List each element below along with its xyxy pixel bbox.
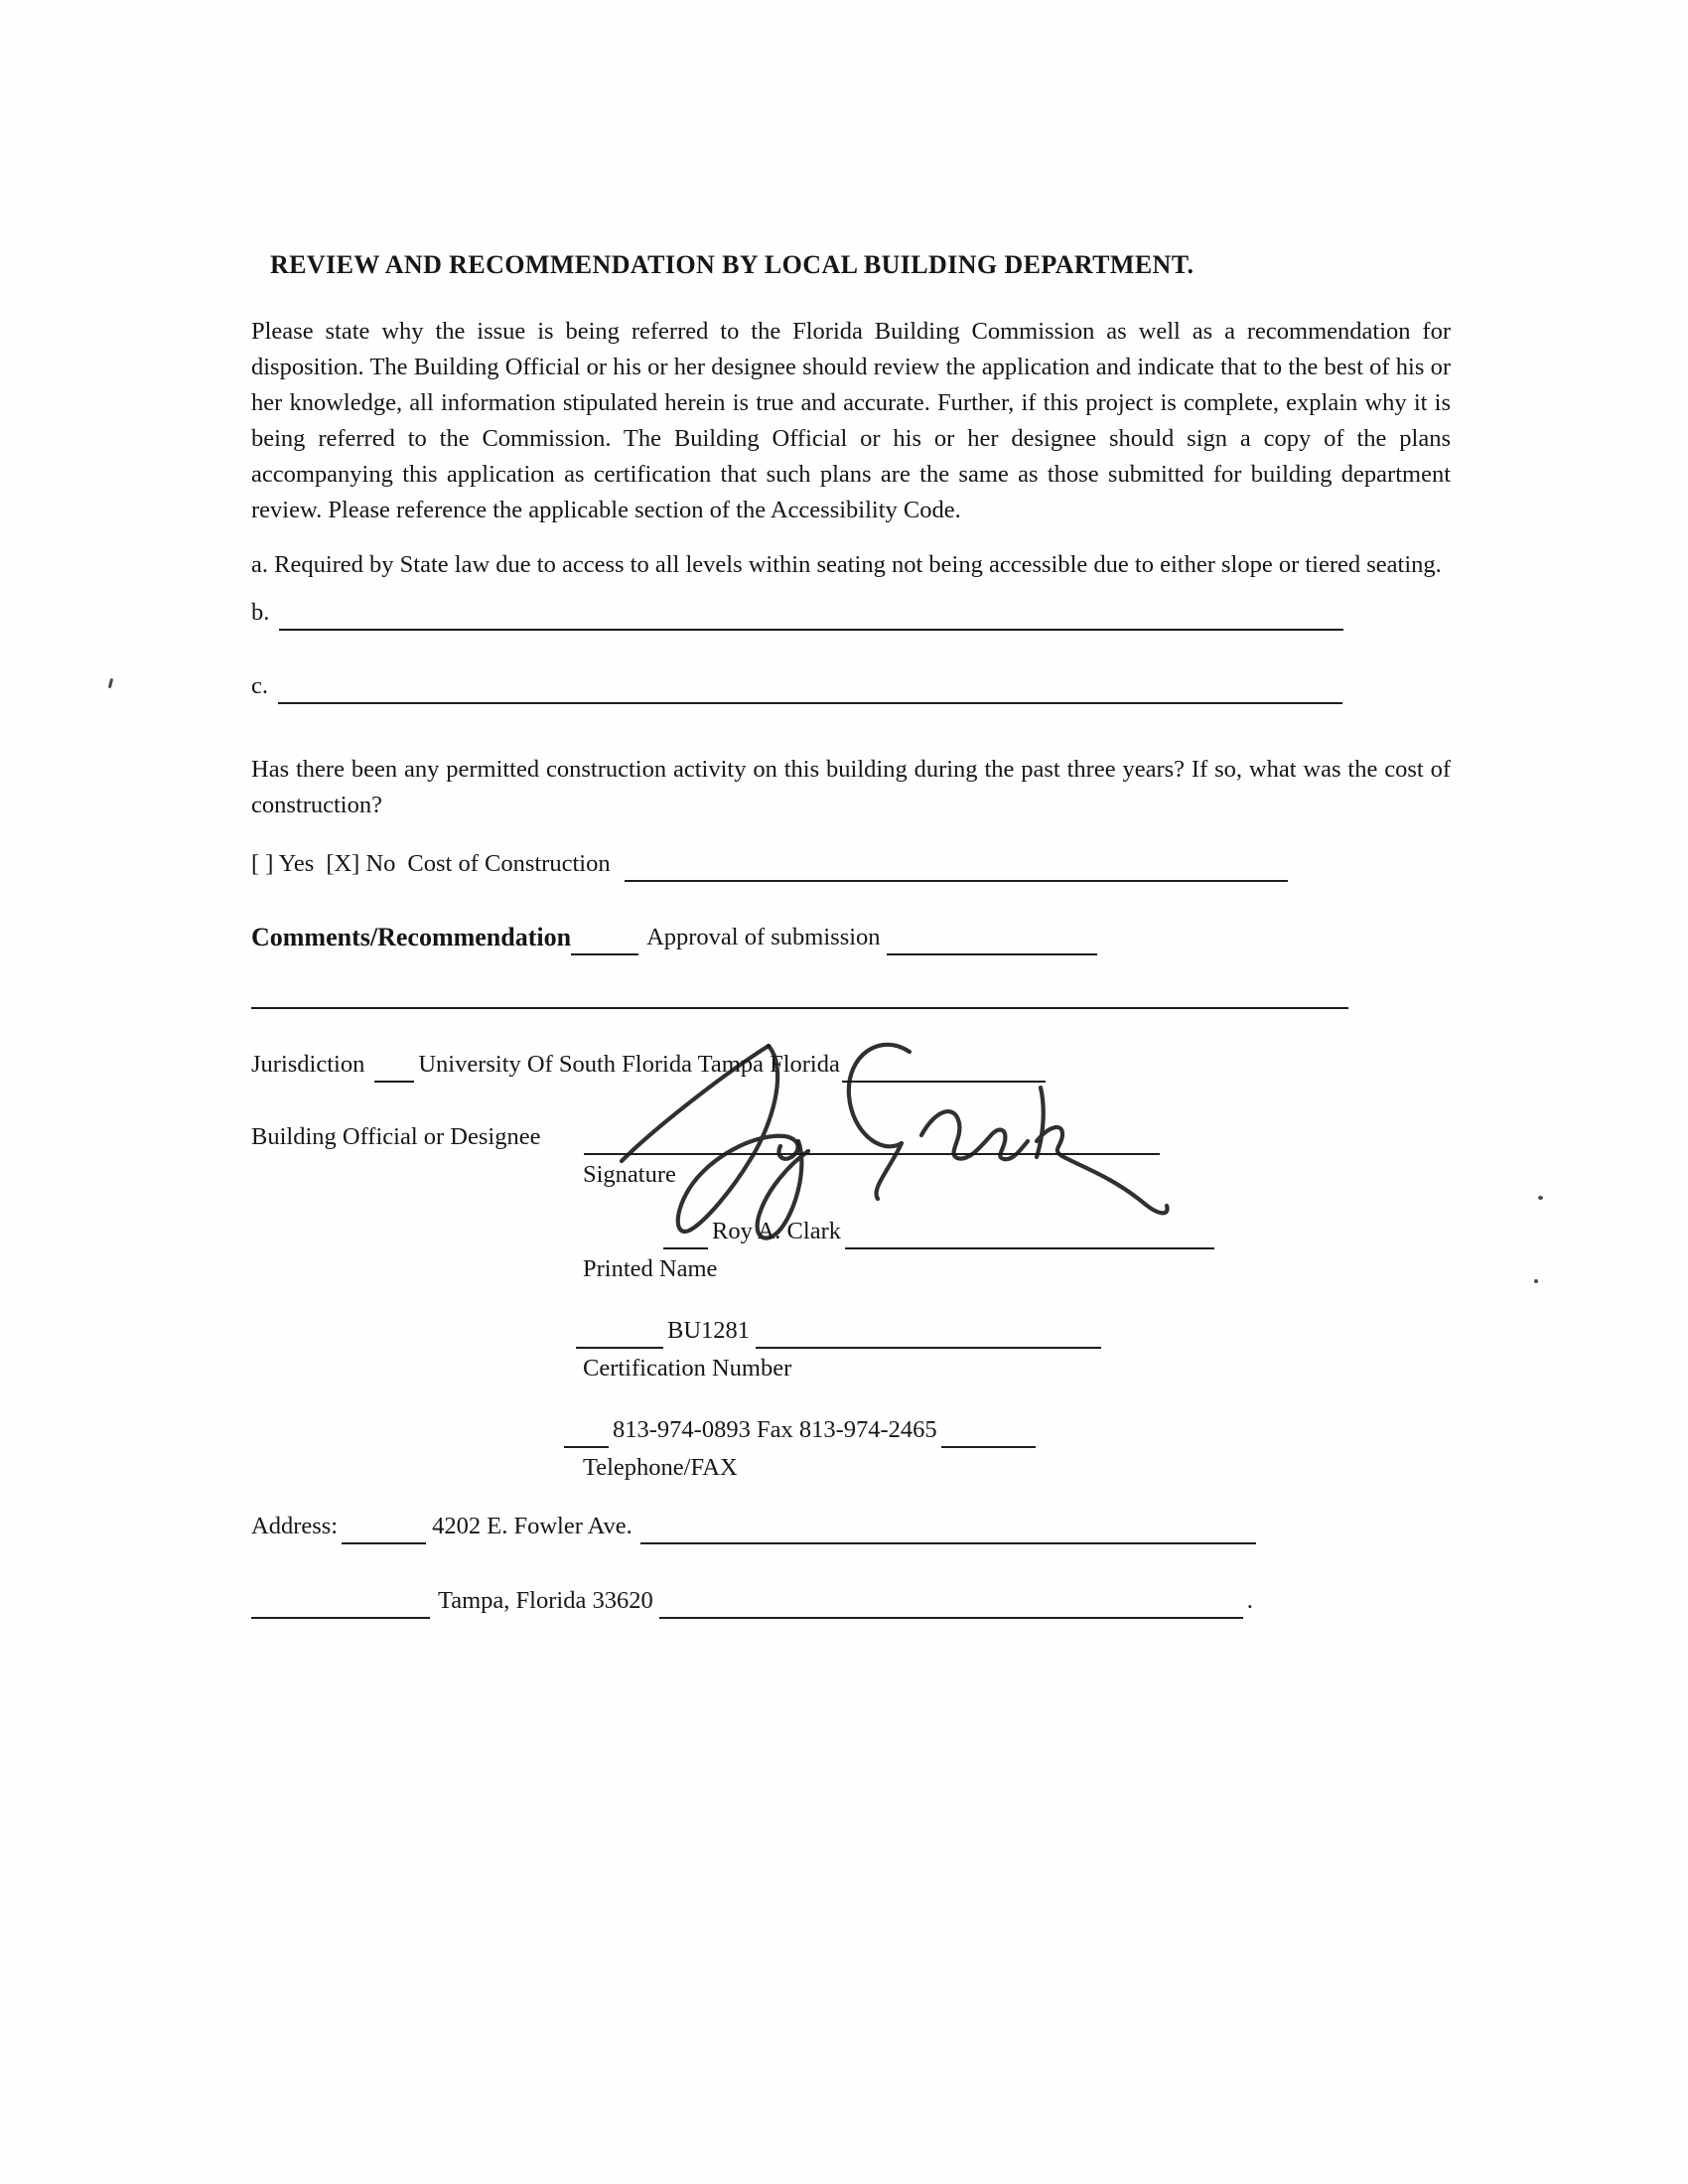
address-lead-line	[342, 1509, 426, 1544]
document-content	[251, 0, 1451, 1619]
certification-lead-line	[576, 1313, 663, 1349]
printed-name-value: Roy A. Clark	[712, 1218, 841, 1244]
scan-artifact	[1534, 1279, 1538, 1283]
item-b-blank-line	[279, 595, 1343, 631]
printed-name-row	[251, 1214, 1451, 1249]
building-official-label: Building Official or Designee	[251, 1123, 541, 1150]
city-state-zip-value: Tampa, Florida 33620	[438, 1587, 653, 1614]
city-trail-line	[659, 1583, 1243, 1619]
certification-trail-line	[756, 1313, 1101, 1349]
page-title: REVIEW AND RECOMMENDATION BY LOCAL BUILDING DEPARTMENT.	[270, 250, 1195, 279]
comments-recommendation-value: Approval of submission	[646, 924, 881, 950]
comments-trail-line	[887, 920, 1097, 955]
printed-name-lead-line	[663, 1214, 708, 1249]
telephone-trail-line	[941, 1412, 1036, 1448]
intro-paragraph: Please state why the issue is being referred to the Florida Building Commission as well as a recommendation for disposition. The Building Official or his or her designee should review the application and indicate that to the best of his or her knowledge, all information stipulated herein is true and accurate. Further, if this project is complete, explain why it is being referred to the Commission. The Building Official or his or her designee should sign a copy of the plans accompanying this application as certification that such plans are the same as those submitted for building department review. Please reference the applicable section of the Accessibility Code.	[251, 318, 1451, 523]
item-a-text: a. Required by State law due to access to all levels within seating not being accessible due to either slope or tiered seating.	[251, 551, 1442, 578]
address-trail-line	[640, 1509, 1256, 1544]
item-c-row	[251, 668, 1451, 704]
jurisdiction-label: Jurisdiction	[251, 1051, 365, 1078]
telephone-fax-label: Telephone/FAX	[583, 1454, 738, 1481]
item-b-label: b.	[251, 599, 270, 626]
yes-checkbox-option: [ ] Yes	[251, 850, 315, 877]
certification-number-label: Certification Number	[583, 1355, 792, 1382]
scan-artifact	[108, 678, 113, 688]
city-lead-line	[251, 1583, 430, 1619]
cost-of-construction-blank-line	[625, 846, 1288, 882]
comments-recommendation-row	[251, 920, 1451, 955]
cost-of-construction-row	[251, 846, 1451, 882]
address-line1-value: 4202 E. Fowler Ave.	[432, 1513, 633, 1539]
comments-lead-line	[571, 920, 638, 955]
city-line-period: .	[1246, 1587, 1253, 1614]
city-state-zip-row	[251, 1583, 1451, 1619]
scan-artifact	[1538, 1196, 1543, 1200]
signature-caption: Signature	[583, 1161, 676, 1188]
comments-recommendation-label: Comments/Recommendation	[251, 923, 572, 951]
building-official-row	[251, 1119, 1451, 1155]
jurisdiction-lead-line	[374, 1047, 414, 1083]
printed-name-label: Printed Name	[583, 1255, 718, 1282]
signature-line	[584, 1119, 1160, 1155]
horizontal-rule	[251, 1007, 1348, 1009]
certification-number-row	[251, 1313, 1451, 1349]
telephone-fax-value: 813-974-0893 Fax 813-974-2465	[613, 1416, 937, 1443]
item-c-blank-line	[278, 668, 1342, 704]
cost-of-construction-label: Cost of Construction	[407, 850, 611, 877]
item-b-row	[251, 595, 1451, 631]
certification-number-value: BU1281	[667, 1317, 751, 1344]
jurisdiction-trail-line	[842, 1047, 1046, 1083]
jurisdiction-row	[251, 1047, 1451, 1083]
item-c-label: c.	[251, 672, 268, 699]
address-label: Address:	[251, 1513, 339, 1539]
telephone-fax-row	[251, 1412, 1451, 1448]
telephone-lead-line	[564, 1412, 609, 1448]
no-checkbox-option: [X] No	[326, 850, 396, 877]
jurisdiction-value: University Of South Florida Tampa Florida	[418, 1051, 840, 1078]
construction-question: Has there been any permitted construction activity on this building during the past three years? If so, what was the cost of construction?	[251, 756, 1451, 818]
printed-name-trail-line	[845, 1214, 1214, 1249]
address-row	[251, 1509, 1451, 1544]
